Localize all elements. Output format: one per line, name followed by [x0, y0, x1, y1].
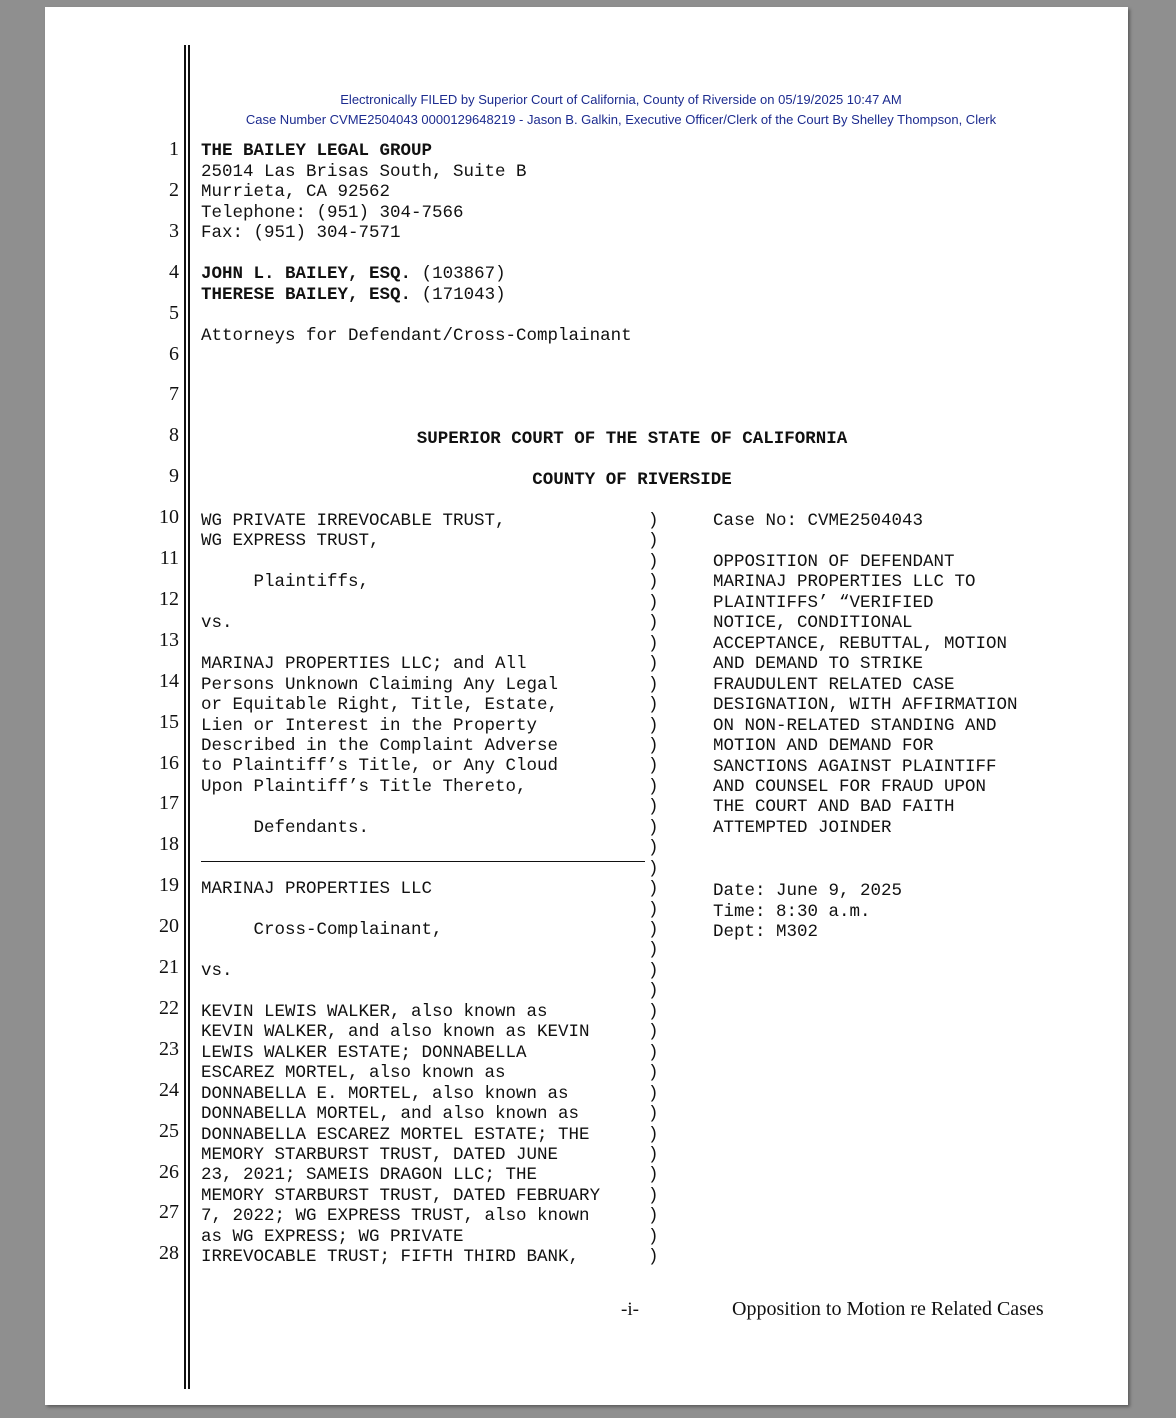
caption-paren: ) — [648, 1124, 659, 1145]
caption-line: Lien or Interest in the Property — [201, 715, 538, 736]
caption-line: ESCAREZ MORTEL, also known as — [201, 1063, 506, 1084]
line-number: 25 — [159, 1119, 179, 1142]
attorney-1-name: JOHN L. BAILEY, ESQ. — [201, 264, 412, 284]
hearing-time: Time: 8:30 a.m. — [713, 902, 871, 922]
caption-paren: ) — [648, 981, 659, 1002]
document-title-line: AND DEMAND TO STRIKE — [713, 654, 924, 675]
caption-paren: ) — [648, 899, 659, 920]
document-title-line: ACCEPTANCE, REBUTTAL, MOTION — [713, 633, 1008, 654]
firm-name: THE BAILEY LEGAL GROUP — [201, 141, 433, 161]
line-number: 4 — [169, 260, 179, 283]
attorney-1-bar: (103867) — [421, 264, 506, 284]
caption-paren: ) — [648, 715, 659, 736]
filing-stamp-line-1: Electronically FILED by Superior Court of California, County of Riverside on 05/19/2025 10:47 AM — [340, 92, 902, 107]
line-number: 24 — [159, 1078, 179, 1101]
caption-line: Upon Plaintiff’s Title Thereto, — [201, 776, 527, 797]
line-number: 10 — [159, 506, 179, 529]
caption-line: Described in the Complaint Adverse — [201, 735, 559, 756]
court-county: COUNTY OF RIVERSIDE — [532, 470, 732, 490]
case-number: Case No: CVME2504043 — [713, 511, 924, 531]
line-number: 3 — [169, 219, 179, 242]
document-title-line: OPPOSITION OF DEFENDANT — [713, 552, 955, 572]
line-number: 16 — [159, 751, 179, 774]
line-number: 22 — [159, 996, 179, 1019]
line-number: 23 — [159, 1037, 179, 1060]
line-number: 27 — [159, 1201, 179, 1224]
caption-line: KEVIN LEWIS WALKER, also known as — [201, 1001, 548, 1022]
document-title-line: FRAUDULENT RELATED CASE — [713, 674, 955, 695]
caption-line: WG PRIVATE IRREVOCABLE TRUST, — [201, 511, 506, 531]
caption-paren: ) — [648, 1226, 659, 1247]
line-number: 21 — [159, 956, 179, 978]
caption-paren: ) — [648, 1083, 659, 1104]
margin-rule-left — [184, 45, 186, 1389]
filing-stamp-line-2: Case Number CVME2504043 0000129648219 - Jason B. Galkin, Executive Officer/Clerk of the Court By Shelley Thompson, Clerk — [245, 112, 997, 127]
caption-line: vs. — [201, 960, 233, 981]
caption-line: as WG EXPRESS; WG PRIVATE — [201, 1226, 464, 1247]
caption-line: DONNABELLA MORTEL, and also known as — [201, 1104, 580, 1125]
caption-line: Defendants. — [201, 817, 370, 838]
line-number: 20 — [159, 915, 179, 938]
document-title-line: MOTION AND DEMAND FOR — [713, 736, 934, 757]
line-number: 18 — [159, 833, 179, 856]
caption-paren: ) — [648, 1206, 659, 1227]
document-title-line: NOTICE, CONDITIONAL — [713, 613, 913, 634]
line-number: 17 — [159, 792, 179, 815]
court-name: SUPERIOR COURT OF THE STATE OF CALIFORNIA — [416, 429, 848, 449]
firm-address-1: 25014 Las Brisas South, Suite B — [201, 162, 527, 182]
caption-paren: ) — [648, 776, 659, 797]
caption-paren: ) — [648, 858, 659, 879]
document-title-line: THE COURT AND BAD FAITH — [713, 797, 955, 818]
document-title-line: SANCTIONS AGAINST PLAINTIFF — [713, 756, 997, 777]
line-number: 11 — [159, 547, 179, 569]
line-number: 7 — [169, 383, 179, 406]
caption-paren: ) — [648, 879, 659, 900]
caption-paren: ) — [648, 960, 659, 981]
line-number: 9 — [169, 465, 179, 488]
line-number: 28 — [159, 1242, 179, 1265]
caption-line: KEVIN WALKER, and also known as KEVIN — [201, 1022, 590, 1043]
firm-fax: Fax: (951) 304-7571 — [201, 223, 401, 243]
caption-paren: ) — [648, 920, 659, 940]
caption-line: MARINAJ PROPERTIES LLC — [201, 879, 433, 900]
caption-line: DONNABELLA ESCAREZ MORTEL ESTATE; THE — [201, 1124, 590, 1145]
caption-paren: ) — [648, 511, 659, 531]
document-page — [45, 7, 1128, 1405]
caption-paren: ) — [648, 1247, 659, 1268]
document-title-line: ON NON-RELATED STANDING AND — [713, 715, 997, 736]
caption-paren: ) — [648, 613, 659, 634]
caption-paren: ) — [648, 1022, 659, 1043]
line-number: 13 — [159, 628, 179, 651]
caption-line: MEMORY STARBURST TRUST, DATED JUNE — [201, 1144, 559, 1165]
caption-paren: ) — [648, 531, 659, 552]
caption-line: vs. — [201, 613, 233, 634]
document-title-line: AND COUNSEL FOR FRAUD UPON — [713, 776, 987, 797]
caption-paren: ) — [648, 572, 659, 593]
attorney-2 — [201, 285, 506, 306]
caption-paren: ) — [648, 797, 659, 818]
line-number: 19 — [159, 874, 179, 897]
caption-paren: ) — [648, 695, 659, 716]
caption-paren: ) — [648, 1165, 659, 1186]
firm-address-2: Murrieta, CA 92562 — [201, 182, 391, 202]
caption-line: Cross-Complainant, — [201, 920, 443, 940]
line-number: 14 — [159, 669, 179, 692]
document-title-line: MARINAJ PROPERTIES LLC TO — [713, 572, 976, 593]
attorneys-for: Attorneys for Defendant/Cross-Complainant — [201, 326, 632, 346]
caption-paren: ) — [648, 817, 659, 838]
caption-paren: ) — [648, 1063, 659, 1084]
caption-line: MARINAJ PROPERTIES LLC; and All — [201, 654, 527, 675]
caption-paren: ) — [648, 551, 659, 572]
attorney-1 — [201, 264, 506, 285]
caption-paren: ) — [648, 1001, 659, 1022]
caption-paren: ) — [648, 654, 659, 675]
caption-paren: ) — [648, 735, 659, 756]
line-number: 15 — [159, 710, 179, 733]
caption-paren: ) — [648, 1144, 659, 1165]
line-number: 5 — [169, 301, 179, 324]
caption-paren: ) — [648, 674, 659, 695]
margin-rule-right — [188, 45, 190, 1389]
caption-line: 7, 2022; WG EXPRESS TRUST, also known — [201, 1206, 590, 1227]
caption-line: IRREVOCABLE TRUST; FIFTH THIRD BANK, — [201, 1247, 580, 1268]
caption-paren: ) — [648, 838, 659, 859]
hearing-date: Date: June 9, 2025 — [713, 881, 903, 901]
footer-page-number: -i- — [621, 1299, 639, 1320]
line-number: 1 — [169, 138, 179, 160]
footer-title: Opposition to Motion re Related Cases — [732, 1298, 1044, 1320]
document-title-line: PLAINTIFFS’ “VERIFIED — [713, 592, 934, 613]
line-number: 6 — [169, 342, 179, 365]
attorney-2-name: THERESE BAILEY, ESQ. — [201, 285, 412, 305]
hearing-dept: Dept: M302 — [713, 922, 819, 942]
caption-paren: ) — [648, 756, 659, 777]
caption-line: 23, 2021; SAMEIS DRAGON LLC; THE — [201, 1165, 538, 1186]
line-number: 26 — [159, 1160, 179, 1183]
caption-paren: ) — [648, 1104, 659, 1125]
line-number: 8 — [169, 424, 179, 447]
caption-paren: ) — [648, 1042, 659, 1063]
caption-line: LEWIS WALKER ESTATE; DONNABELLA — [201, 1042, 527, 1063]
caption-paren: ) — [648, 592, 659, 613]
caption-divider — [201, 861, 645, 862]
caption-paren: ) — [648, 940, 659, 961]
caption-line: WG EXPRESS TRUST, — [201, 531, 380, 552]
caption-line: to Plaintiff’s Title, or Any Cloud — [201, 756, 559, 777]
line-number: 2 — [169, 178, 179, 201]
firm-telephone: Telephone: (951) 304-7566 — [201, 203, 464, 223]
caption-line: MEMORY STARBURST TRUST, DATED FEBRUARY — [201, 1185, 601, 1206]
document-title-line: ATTEMPTED JOINDER — [713, 817, 892, 838]
caption-line: DONNABELLA E. MORTEL, also known as — [201, 1083, 569, 1104]
caption-line: Plaintiffs, — [201, 572, 370, 593]
line-number: 12 — [159, 587, 179, 610]
attorney-2-bar: (171043) — [421, 285, 506, 305]
caption-paren: ) — [648, 1185, 659, 1206]
document-title-line: DESIGNATION, WITH AFFIRMATION — [713, 695, 1018, 716]
caption-paren: ) — [648, 633, 659, 654]
caption-line: or Equitable Right, Title, Estate, — [201, 695, 559, 716]
caption-line: Persons Unknown Claiming Any Legal — [201, 674, 559, 695]
